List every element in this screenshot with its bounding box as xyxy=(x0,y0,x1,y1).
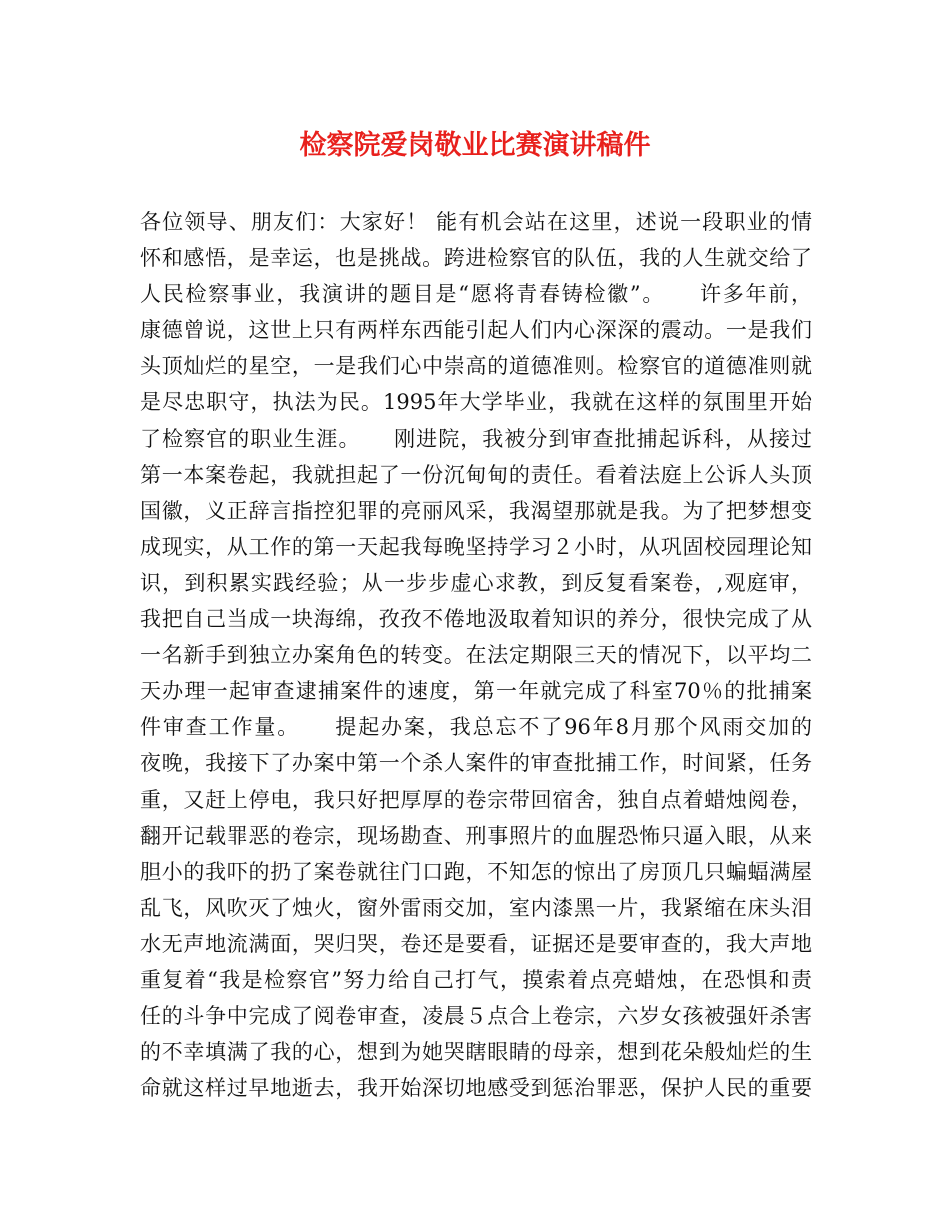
body-line: 乱飞，风吹灭了烛火，窗外雷雨交加，室内漆黑一片，我紧缩在床头泪 xyxy=(140,895,812,920)
body-line: 水无声地流满面，哭归哭，卷还是要看，证据还是要审查的，我大声地 xyxy=(140,931,812,956)
body-line: 成现实，从工作的第一天起我每晚坚持学习２小时，从巩固校园理论知 xyxy=(140,534,812,559)
body-line: 重，又赶上停电，我只好把厚厚的卷宗带回宿舍，独自点着蜡烛阅卷， xyxy=(140,787,812,812)
body-line: 第一本案卷起，我就担起了一份沉甸甸的责任。看着法庭上公诉人头顶 xyxy=(140,462,812,487)
body-line: 胆小的我吓的扔了案卷就往门口跑，不知怎的惊出了房顶几只蝙蝠满屋 xyxy=(140,859,812,884)
body-line: 任的斗争中完成了阅卷审查，凌晨５点合上卷宗，六岁女孩被强奸杀害 xyxy=(140,1004,812,1029)
body-line: 件审查工作量。 提起办案，我总忘不了96年8月那个风雨交加的 xyxy=(140,715,812,740)
body-line: 怀和感悟，是幸运，也是挑战。跨进检察官的队伍，我的人生就交给了 xyxy=(140,246,812,271)
body-line: 命就这样过早地逝去，我开始深切地感受到惩治罪恶，保护人民的重要 xyxy=(140,1076,812,1101)
body-line: 重复着“我是检察官”努力给自己打气，摸索着点亮蜡烛，在恐惧和责 xyxy=(140,967,812,992)
body-line: 国徽，义正辞言指控犯罪的亮丽风采，我渴望那就是我。为了把梦想变 xyxy=(140,498,812,523)
body-line: 翻开记载罪恶的卷宗，现场勘查、刑事照片的血腥恐怖只逼入眼，从来 xyxy=(140,823,812,848)
body-line: 天办理一起审查逮捕案件的速度，第一年就完成了科室70％的批捕案 xyxy=(140,679,812,704)
body-line: 夜晚，我接下了办案中第一个杀人案件的审查批捕工作，时间紧，任务 xyxy=(140,751,812,776)
body-line: 识，到积累实践经验；从一步步虚心求教，到反复看案卷，,观庭审， xyxy=(140,570,812,595)
body-line: 各位领导、朋友们：大家好！ 能有机会站在这里，述说一段职业的情 xyxy=(140,210,812,234)
document-body xyxy=(140,204,812,1106)
document-title: 检察院爱岗敬业比赛演讲稿件 xyxy=(299,130,651,161)
body-line: 是尽忠职守，执法为民。1995年大学毕业，我就在这样的氛围里开始 xyxy=(140,390,812,415)
body-line: 康德曾说，这世上只有两样东西能引起人们内心深深的震动。一是我们 xyxy=(140,318,812,343)
body-line: 的不幸填满了我的心，想到为她哭瞎眼睛的母亲，想到花朵般灿烂的生 xyxy=(140,1040,812,1065)
body-line: 一名新手到独立办案角色的转变。在法定期限三天的情况下，以平均二 xyxy=(140,643,812,668)
body-line: 了检察官的职业生涯。 刚进院，我被分到审查批捕起诉科，从接过 xyxy=(140,426,812,451)
body-line: 我把自己当成一块海绵，孜孜不倦地汲取着知识的养分，很快完成了从 xyxy=(140,607,812,632)
body-line: 头顶灿烂的星空，一是我们心中崇高的道德准则。检察官的道德准则就 xyxy=(140,354,812,379)
body-line: 人民检察事业，我演讲的题目是“愿将青春铸检徽”。 许多年前， xyxy=(140,282,812,307)
